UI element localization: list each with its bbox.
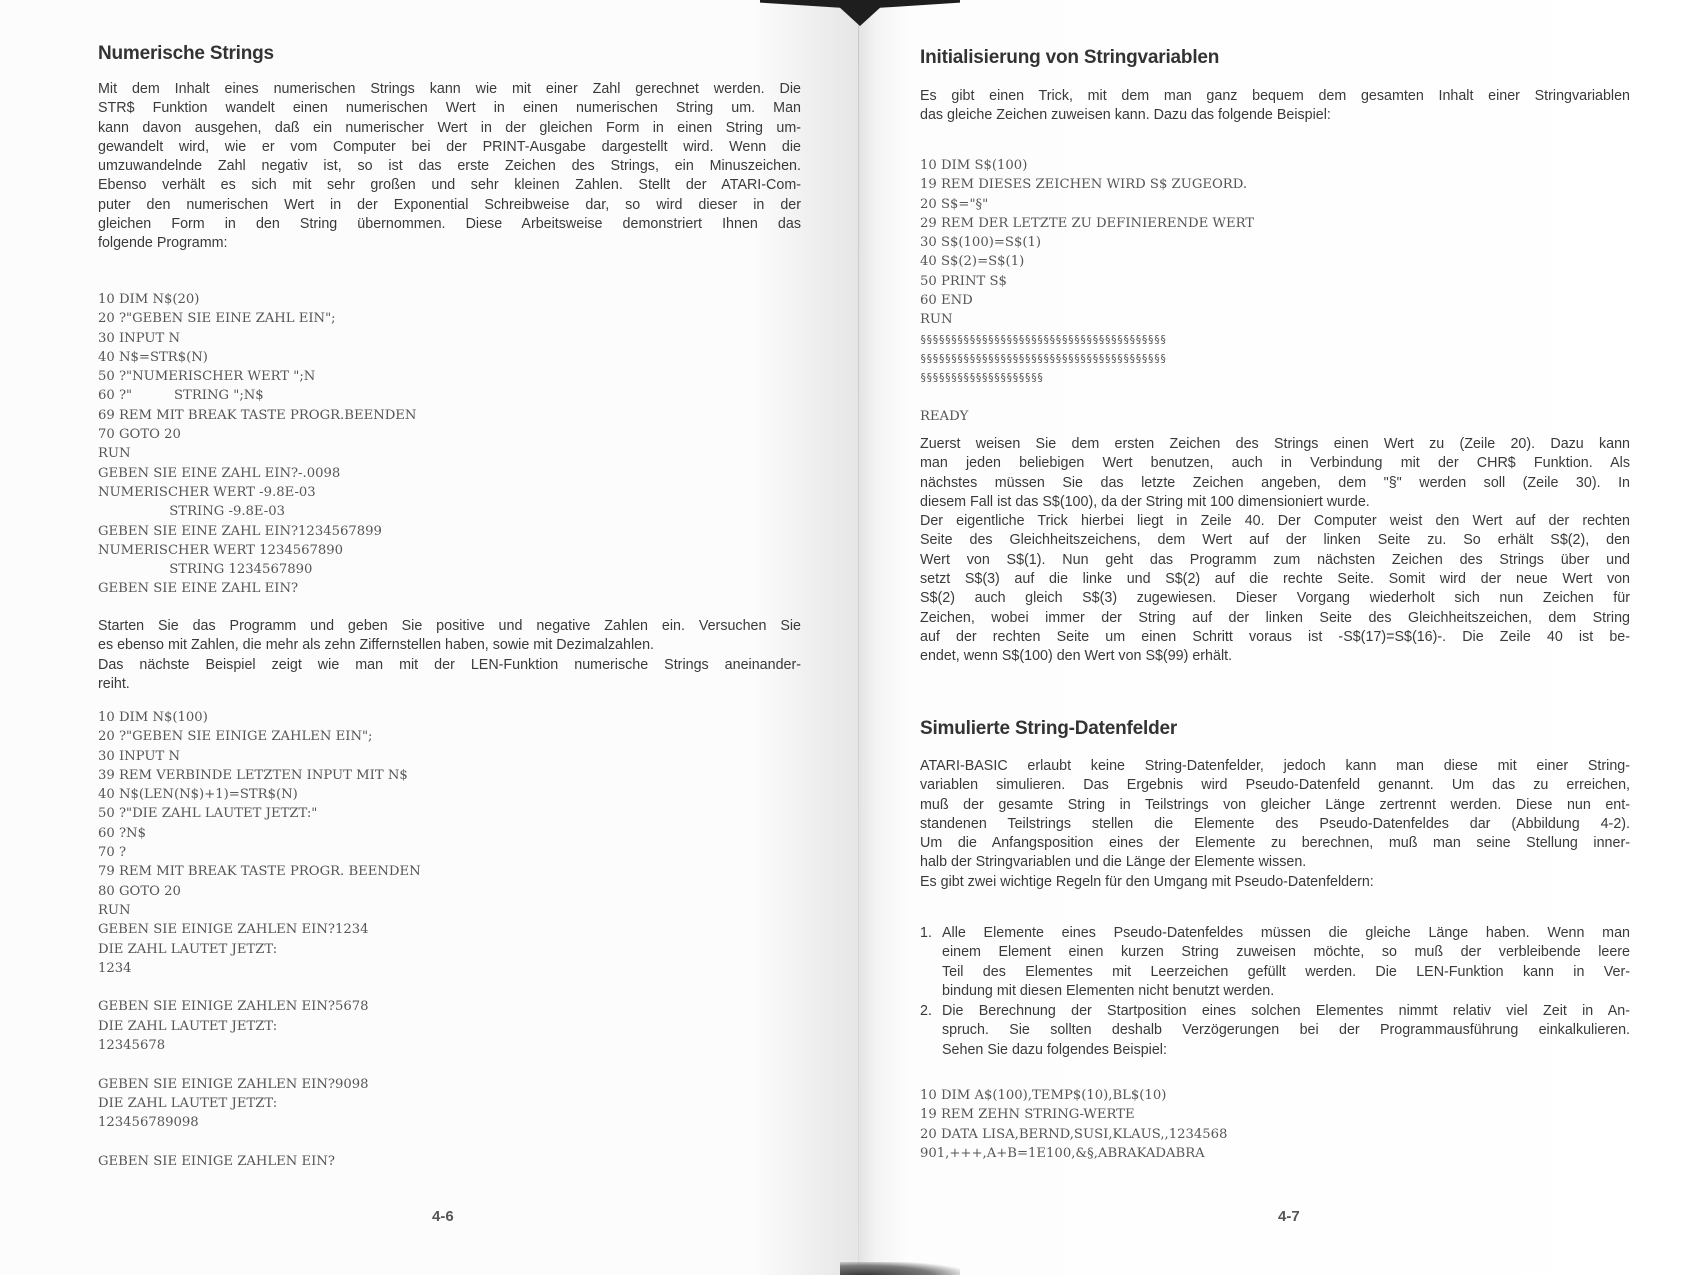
code-line: 60 END	[920, 293, 973, 309]
text-line: ATARI-BASIC erlaubt keine String-Datenfelder, jedoch kann man diese mit einer String-	[920, 758, 1630, 774]
code-listing-len-concat	[98, 708, 801, 1171]
code-output-line: NUMERISCHER WERT -9.8E-03	[98, 484, 316, 500]
text-line: Ebenso verhält es sich mit sehr großen und sehr kleinen Zahlen. Stellt der ATARI-Com-	[98, 177, 801, 194]
code-listing-string-init	[920, 156, 1630, 426]
text-line: halb der Stringvariablen und die Länge der Elemente wissen.	[920, 854, 1307, 871]
code-output-line: 12345678	[98, 1038, 166, 1054]
code-output-line: §§§§§§§§§§§§§§§§§§§§	[920, 371, 1044, 385]
code-output-line: GEBEN SIE EINE ZAHL EIN?-.0098	[98, 465, 341, 481]
code-line: 80 GOTO 20	[98, 883, 181, 899]
code-line: 70 GOTO 20	[98, 427, 181, 443]
code-line: 79 REM MIT BREAK TASTE PROGR. BEENDEN	[98, 864, 421, 880]
text-line: STR$ Funktion wandelt einen numerischen Wert in einen numerischen String um. Man	[98, 100, 801, 117]
code-output-line: NUMERISCHER WERT 1234567890	[98, 542, 344, 558]
text-line: muß der gesamte String in Teilstrings von gleicher Länge zertrennt werden. Diese nun ent-	[920, 796, 1630, 813]
text-line: das gleiche Zeichen zuweisen kann. Dazu das folgende Beispiel:	[920, 107, 1331, 124]
text-line: variablen simulieren. Das Ergebnis wird Pseudo-Datenfeld genannt. Um das zu erreichen,	[920, 777, 1630, 794]
code-output-line: §§§§§§§§§§§§§§§§§§§§§§§§§§§§§§§§§§§§§§§§	[920, 332, 1167, 346]
rule-number: 2.	[920, 1003, 932, 1019]
text-line: spruch. Sie sollten deshalb Verzögerungen bei der Programmausführung einkalkulieren.	[942, 1022, 1630, 1039]
code-output-line: GEBEN SIE EINE ZAHL EIN?	[98, 581, 299, 597]
text-line: Seite des Gleichheitszeichens, dem Wert auf der linken Seite zu. So erhält S$(2), den	[920, 532, 1630, 549]
code-line: 50 ?"NUMERISCHER WERT ";N	[98, 369, 316, 385]
code-line: RUN	[920, 312, 953, 328]
code-line: 30 INPUT N	[98, 748, 181, 764]
text-line: auf der rechten Seite um einen Schritt voraus ist -S$(17)=S$(16)-. Die Zeile 40 ist be-	[920, 628, 1630, 645]
section2-paragraph	[920, 757, 1630, 892]
explanation-paragraph	[920, 435, 1630, 667]
text-line: reiht.	[98, 675, 130, 692]
code-line: 10 DIM A$(100),TEMP$(10),BL$(10)	[920, 1088, 1167, 1103]
code-output-line: DIE ZAHL LAUTET JETZT:	[98, 1095, 278, 1111]
code-line: 10 DIM S$(100)	[920, 158, 1028, 173]
code-listing-pseudo-array	[920, 1086, 1630, 1163]
text-line: gewandelt wird, wie er vom Computer bei der PRINT-Ausgabe dargestellt wird. Wenn die	[98, 138, 801, 155]
text-line: man jeden beliebigen Wert benutzen, auch in Verbindung mit der CHR$ Funktion. Als	[920, 455, 1630, 472]
code-line: 10 DIM N$(20)	[98, 292, 200, 307]
code-line: 29 REM DER LETZTE ZU DEFINIERENDE WERT	[920, 215, 1255, 231]
text-line: Sehen Sie dazu folgendes Beispiel:	[942, 1041, 1167, 1058]
code-line: RUN	[98, 902, 131, 918]
code-line: 50 PRINT S$	[920, 273, 1007, 289]
code-output-line: 1234	[98, 960, 132, 976]
code-line: 70 ?	[98, 845, 127, 861]
text-line: Zeichen, wobei immer der String auf der linken Seite des Gleichheitszeichen, dem String	[920, 609, 1630, 626]
text-line: Um die Anfangsposition eines der Elemente zu berechnen, muß man seine Stellung inner-	[920, 835, 1630, 852]
text-line: Teil des Elementes mit Leerzeichen gefüllt werden. Die LEN-Funktion kann in Ver-	[942, 963, 1630, 980]
text-line: nächstes müssen Sie das letzte Zeichen angeben, dem "§" werden soll (Zeile 30). In	[920, 474, 1630, 491]
code-line: 40 N$(LEN(N$)+1)=STR$(N)	[98, 787, 298, 803]
code-line: 20 DATA LISA,BERND,SUSI,KLAUS,,1234568	[920, 1126, 1228, 1142]
text-line: bindung mit diesen Elementen nicht benutzt werden.	[942, 982, 1275, 999]
intro-paragraph	[920, 87, 1630, 126]
rule-item	[920, 1002, 1630, 1060]
text-line: Alle Elemente eines Pseudo-Datenfeldes müssen die gleiche Länge haben. Wenn man	[942, 925, 1630, 941]
code-output-line: GEBEN SIE EINIGE ZAHLEN EIN?	[98, 1153, 335, 1169]
text-line: S$(2) auch gleich S$(3) zugewiesen. Dieser Vorgang wiederholt sich nun Zeichen für	[920, 590, 1630, 607]
code-blank-line	[98, 1133, 801, 1152]
code-line: 20 ?"GEBEN SIE EINIGE ZAHLEN EIN";	[98, 729, 373, 745]
code-line: 20 ?"GEBEN SIE EINE ZAHL EIN";	[98, 311, 336, 327]
code-output-line: 123456789098	[98, 1115, 199, 1131]
text-line: umzuwandelnde Zahl negativ ist, so ist das erste Zeichen des Strings, ein Minuszeichen.	[98, 158, 801, 175]
intro-paragraph	[98, 80, 801, 254]
code-output-line: STRING 1234567890	[98, 562, 313, 578]
code-output-line: GEBEN SIE EINIGE ZAHLEN EIN?5678	[98, 999, 369, 1015]
code-output-line: GEBEN SIE EINIGE ZAHLEN EIN?9098	[98, 1076, 369, 1092]
text-line: standenen Teilstrings stellen die Elemente des Pseudo-Datenfeldes dar (Abbildung 4-2).	[920, 815, 1630, 832]
rule-item	[920, 924, 1630, 1002]
code-output-line: READY	[920, 408, 969, 424]
text-line: Mit dem Inhalt eines numerischen Strings kann wie mit einer Zahl gerechnet werden. Die	[98, 81, 801, 97]
text-line: Die Berechnung der Startposition eines solchen Elementes nimmt relativ viel Zeit in An-	[942, 1003, 1630, 1019]
code-line: 40 N$=STR$(N)	[98, 349, 208, 365]
code-line: 901,+++,A+B=1E100,&§,ABRAKADABRA	[920, 1145, 1205, 1161]
text-line: kann davon ausgehen, daß ein numerischer Wert in der gleichen Form in einen String um-	[98, 119, 801, 136]
code-line: 40 S$(2)=S$(1)	[920, 254, 1025, 270]
text-line: Der eigentliche Trick hierbei liegt in Zeile 40. Der Computer weist den Wert auf der rechten	[920, 513, 1630, 530]
code-line: 39 REM VERBINDE LETZTEN INPUT MIT N$	[98, 767, 408, 783]
code-line: RUN	[98, 446, 131, 462]
spine-shadow-bottom	[840, 1262, 960, 1275]
text-line: setzt S$(3) auf die linke und S$(2) auf die rechte Seite. Somit wird der neue Wert von	[920, 571, 1630, 588]
book-spine	[858, 20, 859, 1265]
text-line: Es gibt zwei wichtige Regeln für den Umgang mit Pseudo-Datenfeldern:	[920, 873, 1374, 890]
code-output-line: DIE ZAHL LAUTET JETZT:	[98, 941, 278, 957]
text-line: folgende Programm:	[98, 235, 228, 252]
section-heading-numerische-strings: Numerische Strings	[98, 43, 274, 64]
page-number-left: 4-6	[432, 1208, 454, 1225]
section-heading-initialisierung: Initialisierung von Stringvariablen	[920, 47, 1220, 68]
code-line: 20 S$="§"	[920, 196, 989, 212]
text-line: endet, wenn S$(100) den Wert von S$(99) erhält.	[920, 648, 1233, 665]
code-line: 19 REM ZEHN STRING-WERTE	[920, 1107, 1135, 1123]
text-line: diesem Fall ist das S$(100), da der String mit 100 dimensioniert wurde.	[920, 493, 1370, 510]
code-output-line: STRING -9.8E-03	[98, 504, 286, 520]
rule-number: 1.	[920, 925, 932, 941]
code-line: 30 INPUT N	[98, 330, 181, 346]
text-line: einem Element einen kurzen String zuweisen möchte, so muß der verbleibende leere	[942, 944, 1630, 961]
text-line: gleichen Form in den String übernommen. Diese Arbeitsweise demonstriert Ihnen das	[98, 216, 801, 233]
text-line: Das nächste Beispiel zeigt wie man mit der LEN-Funktion numerische Strings aneinander-	[98, 656, 801, 673]
code-blank-line	[98, 1055, 801, 1074]
code-line: 69 REM MIT BREAK TASTE PROGR.BEENDEN	[98, 407, 417, 423]
code-blank-line	[98, 978, 801, 997]
text-line: Zuerst weisen Sie dem ersten Zeichen des Strings einen Wert zu (Zeile 20). Dazu kann	[920, 436, 1630, 452]
rule-text	[942, 924, 1630, 1001]
code-line: 10 DIM N$(100)	[98, 710, 208, 725]
code-line: 60 ?N$	[98, 825, 146, 841]
code-line: 30 S$(100)=S$(1)	[920, 235, 1042, 251]
text-line: Starten Sie das Programm und geben Sie positive und negative Zahlen ein. Versuchen Sie	[98, 618, 801, 634]
section-heading-simulierte-datenfelder: Simulierte String-Datenfelder	[920, 718, 1178, 739]
text-line: puter den numerischen Wert in der Exponential Schreibweise dar, so wird dieser in der	[98, 196, 801, 213]
rule-text	[942, 1002, 1630, 1060]
middle-paragraph	[98, 617, 801, 694]
code-output-line: GEBEN SIE EINIGE ZAHLEN EIN?1234	[98, 922, 369, 938]
code-blank-line	[920, 388, 1630, 407]
code-output-line: GEBEN SIE EINE ZAHL EIN?1234567899	[98, 523, 382, 539]
text-line: es ebenso mit Zahlen, die mehr als zehn Ziffernstellen haben, sowie mit Dezimalzahlen.	[98, 637, 655, 654]
code-output-line: DIE ZAHL LAUTET JETZT:	[98, 1018, 278, 1034]
code-line: 19 REM DIESES ZEICHEN WIRD S$ ZUGEORD.	[920, 177, 1248, 193]
code-line: 50 ?"DIE ZAHL LAUTET JETZT:"	[98, 806, 318, 822]
code-output-line: §§§§§§§§§§§§§§§§§§§§§§§§§§§§§§§§§§§§§§§§	[920, 351, 1167, 365]
text-line: Es gibt einen Trick, mit dem man ganz bequem dem gesamten Inhalt einer Stringvariablen	[920, 88, 1630, 104]
page-number-right: 4-7	[1278, 1208, 1300, 1225]
code-listing-str-function	[98, 290, 801, 599]
code-line: 60 ?" STRING ";N$	[98, 388, 264, 404]
text-line: Wert von S$(1). Nun geht das Programm zum nächsten Zeichen des Strings über und	[920, 551, 1630, 568]
